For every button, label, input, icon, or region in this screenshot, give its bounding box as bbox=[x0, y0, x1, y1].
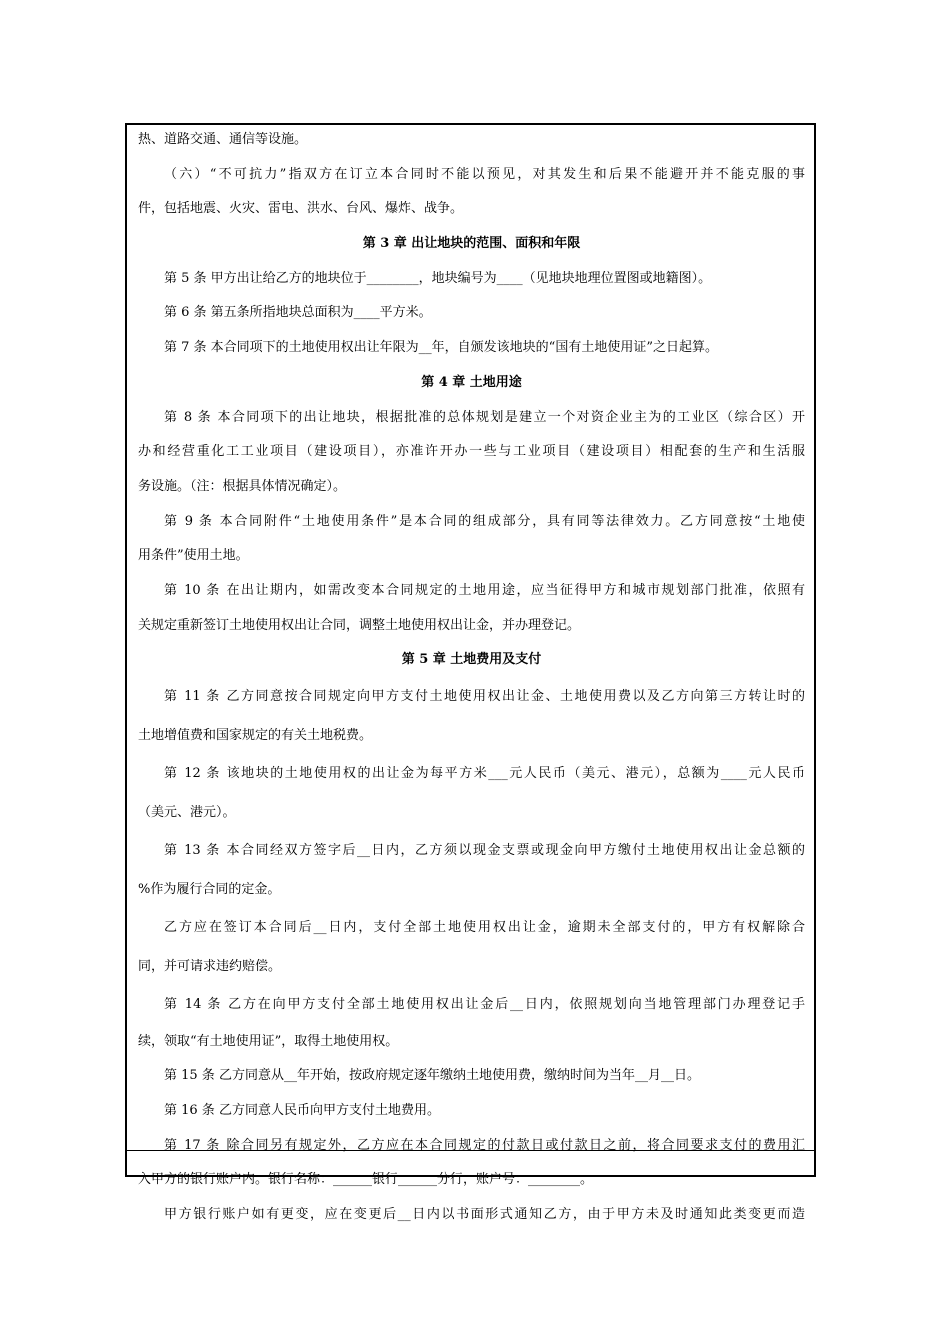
text-line: 续，领取“有土地使用证”，取得土地使用权。 bbox=[138, 1033, 399, 1049]
document-body bbox=[138, 123, 805, 1233]
text-line: 第 5 条 甲方出让给乙方的地块位于________，地块编号为____（见地块地理位置图或地籍图）。 bbox=[164, 270, 712, 286]
chapter-heading: 第 5 章 土地费用及支付 bbox=[401, 652, 542, 668]
text-line: 第 13 条 本合同经双方签字后__日内，乙方须以现金支票或现金向甲方缴付土地使用权出让金总额的 bbox=[164, 843, 805, 858]
chapter-heading: 第 4 章 土地用途 bbox=[421, 374, 522, 390]
text-line: 乙方应在签订本合同后__日内，支付全部土地使用权出让金，逾期未全部支付的，甲方有权解除合 bbox=[164, 920, 805, 935]
text-line: 同，并可请求违约赔偿。 bbox=[138, 958, 282, 974]
text-line: 第 15 条 乙方同意从__年开始，按政府规定逐年缴纳土地使用费，缴纳时间为当年__月__日。 bbox=[164, 1068, 700, 1084]
text-line: 关规定重新签订土地使用权出让合同，调整土地使用权出让金，并办理登记。 bbox=[138, 617, 581, 633]
text-line: 办和经营重化工工业项目（建设项目），亦准许开办一些与工业项目（建设项目）相配套的生产和生活服 bbox=[138, 444, 805, 460]
text-line: 件，包括地震、火灾、雷电、洪水、台风、爆炸、战争。 bbox=[138, 201, 464, 217]
text-line: （美元、港元）。 bbox=[138, 804, 236, 820]
text-line: 用条件”使用土地。 bbox=[138, 548, 249, 564]
chapter-heading: 第 3 章 出让地块的范围、面积和年限 bbox=[362, 236, 581, 252]
text-line: %作为履行合同的定金。 bbox=[138, 881, 281, 897]
text-line: 第 6 条 第五条所指地块总面积为____平方米。 bbox=[164, 305, 432, 321]
text-line: 第 14 条 乙方在向甲方支付全部土地使用权出让金后__日内，依照规划向当地管理部门办理登记手 bbox=[164, 997, 805, 1012]
text-line: 第 8 条 本合同项下的出让地块，根据批准的总体规划是建立一个对资企业主为的工业区（综合区）开 bbox=[164, 409, 805, 425]
text-line: 第 16 条 乙方同意人民币向甲方支付土地费用。 bbox=[164, 1102, 440, 1118]
text-line: （六）“不可抗力”指双方在订立本合同时不能以预见，对其发生和后果不能避开并不能克服的事 bbox=[164, 166, 805, 182]
text-line: 第 9 条 本合同附件“土地使用条件”是本合同的组成部分，具有同等法律效力。乙方同意按“土地使 bbox=[164, 513, 805, 529]
text-line: 第 10 条 在出让期内，如需改变本合同规定的土地用途，应当征得甲方和城市规划部门批准，依照有 bbox=[164, 582, 805, 598]
text-line: 土地增值费和国家规定的有关土地税费。 bbox=[138, 727, 373, 743]
text-line: 第 7 条 本合同项下的土地使用权出让年限为__年，自颁发该地块的“国有土地使用证”之日起算。 bbox=[164, 340, 718, 356]
text-line: 第 11 条 乙方同意按合同规定向甲方支付土地使用权出让金、土地使用费以及乙方向第三方转让时的 bbox=[164, 689, 805, 704]
text-line: 第 12 条 该地块的土地使用权的出让金为每平方米___元人民币（美元、港元），总额为____元人民币 bbox=[164, 766, 805, 781]
text-line: 热、道路交通、通信等设施。 bbox=[138, 132, 308, 147]
text-line: 甲方银行账户如有更变，应在变更后__日内以书面形式通知乙方，由于甲方未及时通知此类变更而造 bbox=[164, 1206, 805, 1222]
text-line: 务设施。（注：根据具体情况确定）。 bbox=[138, 478, 347, 494]
text-line: 入甲方的银行账户内。银行名称：______银行______分行，账户号：________。 bbox=[138, 1172, 594, 1188]
text-line: 第 17 条 除合同另有规定外，乙方应在本合同规定的付款日或付款日之前，将合同要求支付的费用汇 bbox=[164, 1137, 805, 1153]
